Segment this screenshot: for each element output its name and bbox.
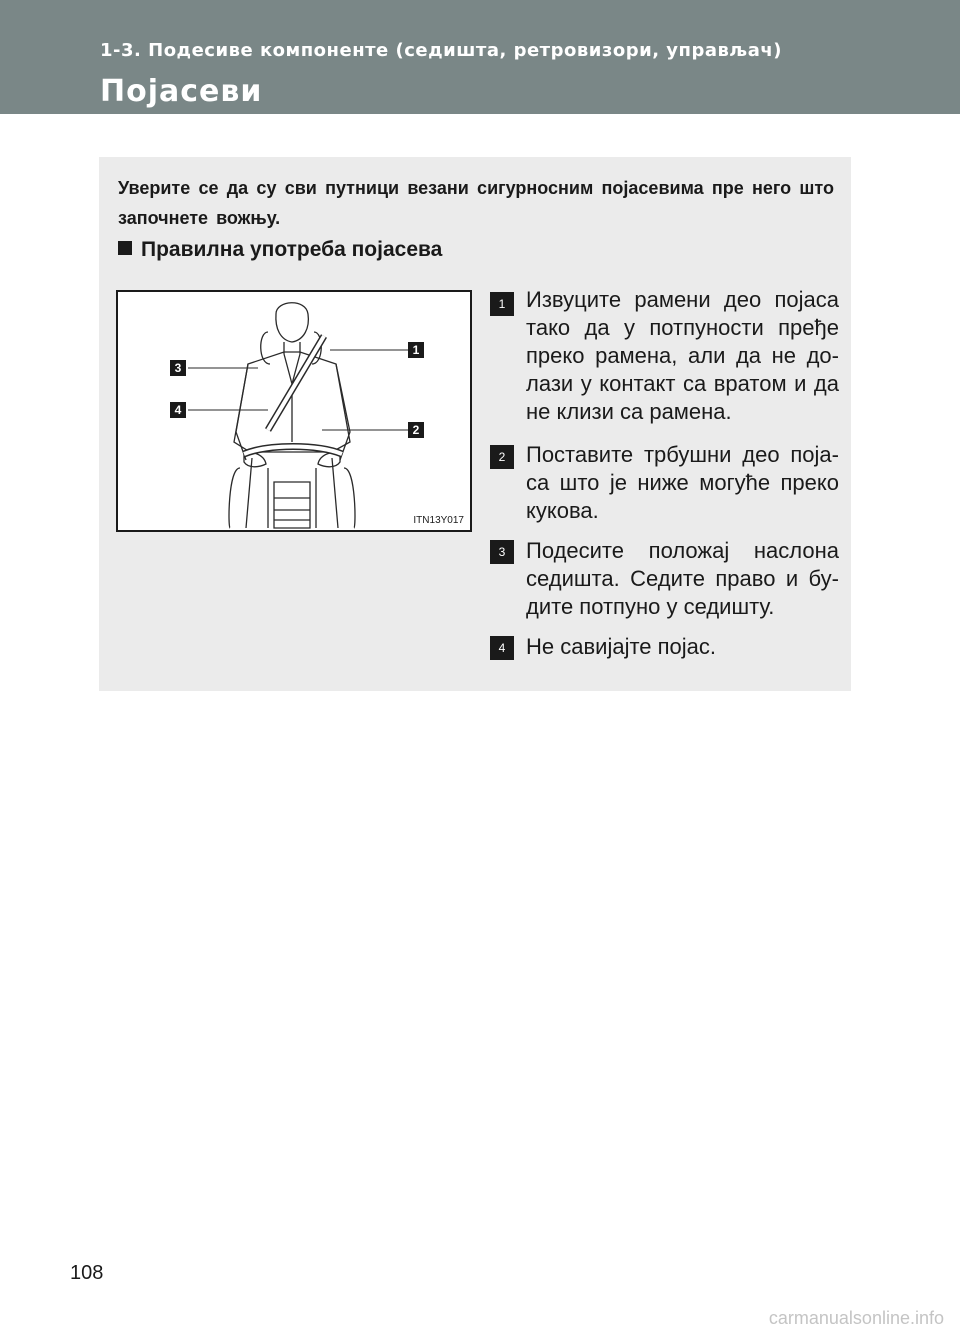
intro-text: Уверите се да су сви путници везани сигурносним појасевима пре него што започнете вожњу. <box>118 178 834 228</box>
section-title: 1-3. Подесиве компоненте (седишта, ретровизори, управљач) <box>100 40 782 61</box>
step-2-badge: 2 <box>490 445 514 469</box>
callout-3-label: 3 <box>174 361 182 375</box>
watermark: carmanualsonline.info <box>768 1308 944 1328</box>
step-3-text: Подесите положај наслона седишта. Седите право и бу-дите потпуно у седишту. <box>526 538 839 619</box>
subheading-label: Правилна употреба појасева <box>141 238 443 261</box>
step-3-badge: 3 <box>490 540 514 564</box>
figure-code: ITN13Y017 <box>413 515 464 526</box>
chapter-header <box>0 0 960 114</box>
step-4-text: Не савијајте појас. <box>526 634 717 659</box>
step-1-text: Извуците рамени део појаса тако да у потпуности пређе преко рамена, али да не до-лази у контакт са вратом и да не клизи са рамена. <box>526 287 839 424</box>
page-title: Појасеви <box>100 74 263 109</box>
callout-2-label: 2 <box>412 423 420 437</box>
square-bullet-icon <box>118 241 132 255</box>
step-1-badge: 1 <box>490 292 514 316</box>
seatbelt-illustration <box>116 290 472 532</box>
seated-person-drawing <box>118 292 470 530</box>
step-4-badge: 4 <box>490 636 514 660</box>
step-2-text: Поставите трбушни део поја-са што је ниже могуће преко кукова. <box>526 442 839 523</box>
subheading <box>118 238 442 262</box>
page-number: 108 <box>70 1262 104 1284</box>
callout-4-label: 4 <box>174 403 182 417</box>
callout-1-label: 1 <box>412 343 420 357</box>
